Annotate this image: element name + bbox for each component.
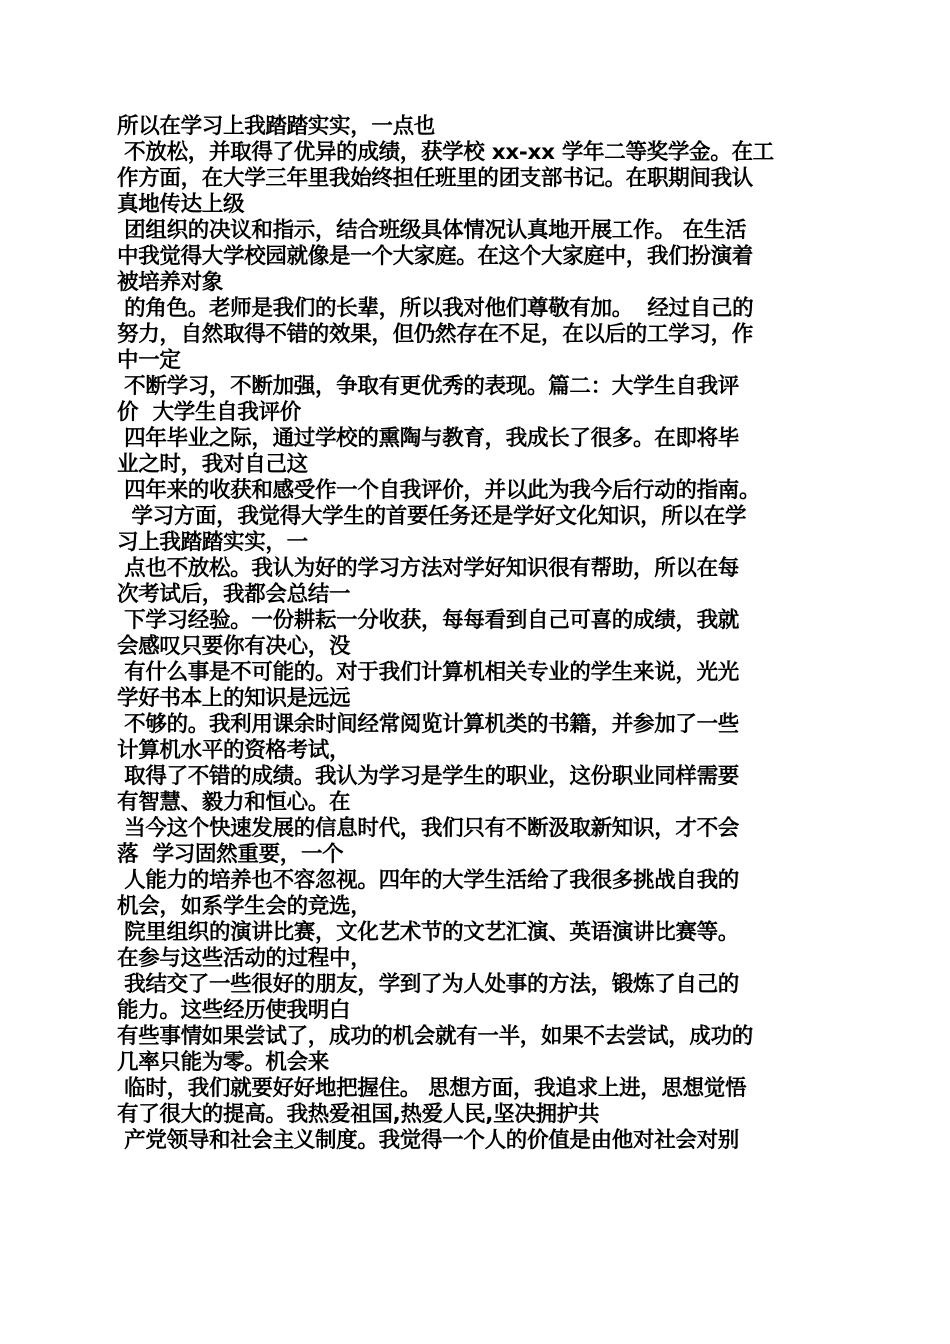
- text-line: 努力，自然取得不错的效果，但仍然存在不足，在以后的工学习，作: [117, 322, 754, 347]
- text-line: 不够的。我利用课余时间经常阅览计算机类的书籍，并参加了一些: [117, 712, 739, 737]
- text-line: 不断学习，不断加强，争取有更优秀的表现。篇二：大学生自我评: [117, 374, 739, 399]
- text-line: 价 大学生自我评价: [117, 400, 301, 425]
- text-line: 四年毕业之际，通过学校的熏陶与教育，我成长了很多。在即将毕: [117, 426, 739, 451]
- text-line: 会感叹只要你有决心，没: [117, 634, 351, 659]
- text-line: 不放松，并取得了优异的成绩，获学校 xx-xx 学年二等奖学金。在工: [117, 140, 774, 165]
- text-line: 取得了不错的成绩。我认为学习是学生的职业，这份职业同样需要: [117, 764, 739, 789]
- text-line: 临时，我们就要好好地把握住。 思想方面，我追求上进，思想觉悟: [117, 1076, 747, 1101]
- text-line: 计算机水平的资格考试，: [117, 738, 351, 763]
- text-line: 院里组织的演讲比赛，文化艺术节的文艺汇演、英语演讲比赛等。: [117, 920, 739, 945]
- text-line: 学好书本上的知识是远远: [117, 686, 351, 711]
- text-line: 四年来的收获和感受作一个自我评价，并以此为我今后行动的指南。: [117, 478, 761, 503]
- text-line: 作方面，在大学三年里我始终担任班里的团支部书记。在职期间我认: [117, 166, 754, 191]
- text-line: 人能力的培养也不容忽视。四年的大学生活给了我很多挑战自我的: [117, 868, 739, 893]
- text-line: 当今这个快速发展的信息时代，我们只有不断汲取新知识，才不会: [117, 816, 739, 841]
- text-line: 几率只能为零。机会来: [117, 1050, 330, 1075]
- text-line: 习上我踏踏实实，一: [117, 530, 308, 555]
- text-line: 团组织的决议和指示，结合班级具体情况认真地开展工作。 在生活: [117, 218, 747, 243]
- text-line: 有什么事是不可能的。对于我们计算机相关专业的学生来说，光光: [117, 660, 739, 685]
- text-line: 我结交了一些很好的朋友，学到了为人处事的方法，锻炼了自己的: [117, 972, 739, 997]
- text-line: 中我觉得大学校园就像是一个大家庭。在这个大家庭中，我们扮演着: [117, 244, 754, 269]
- text-line: 落 学习固然重要，一个: [117, 842, 344, 867]
- text-line: 产党领导和社会主义制度。我觉得一个人的价值是由他对社会对别: [117, 1128, 739, 1153]
- text-line: 真地传达上级: [117, 192, 245, 217]
- text-line: 所以在学习上我踏踏实实，一点也: [117, 114, 436, 139]
- text-line: 下学习经验。一份耕耘一分收获，每每看到自己可喜的成绩，我就: [117, 608, 739, 633]
- text-line: 机会，如系学生会的竞选，: [117, 894, 372, 919]
- text-line: 业之时，我对自己这: [117, 452, 308, 477]
- text-line: 在参与这些活动的过程中，: [117, 946, 372, 971]
- text-line: 有智慧、毅力和恒心。在: [117, 790, 351, 815]
- text-line: 中一定: [117, 348, 181, 373]
- text-line: 点也不放松。我认为好的学习方法对学好知识很有帮助，所以在每: [117, 556, 739, 581]
- text-line: 有些事情如果尝试了，成功的机会就有一半，如果不去尝试，成功的: [117, 1024, 754, 1049]
- document-body: [117, 114, 842, 1154]
- text-line: 学习方面，我觉得大学生的首要任务还是学好文化知识，所以在学: [117, 504, 747, 529]
- text-line: 的角色。老师是我们的长辈，所以我对他们尊敬有加。 经过自己的: [117, 296, 754, 321]
- text-line: 能力。这些经历使我明白: [117, 998, 351, 1023]
- text-line: 被培养对象: [117, 270, 224, 295]
- text-line: 有了很大的提高。我热爱祖国,热爱人民,坚决拥护共: [117, 1102, 600, 1127]
- text-line: 次考试后，我都会总结一: [117, 582, 351, 607]
